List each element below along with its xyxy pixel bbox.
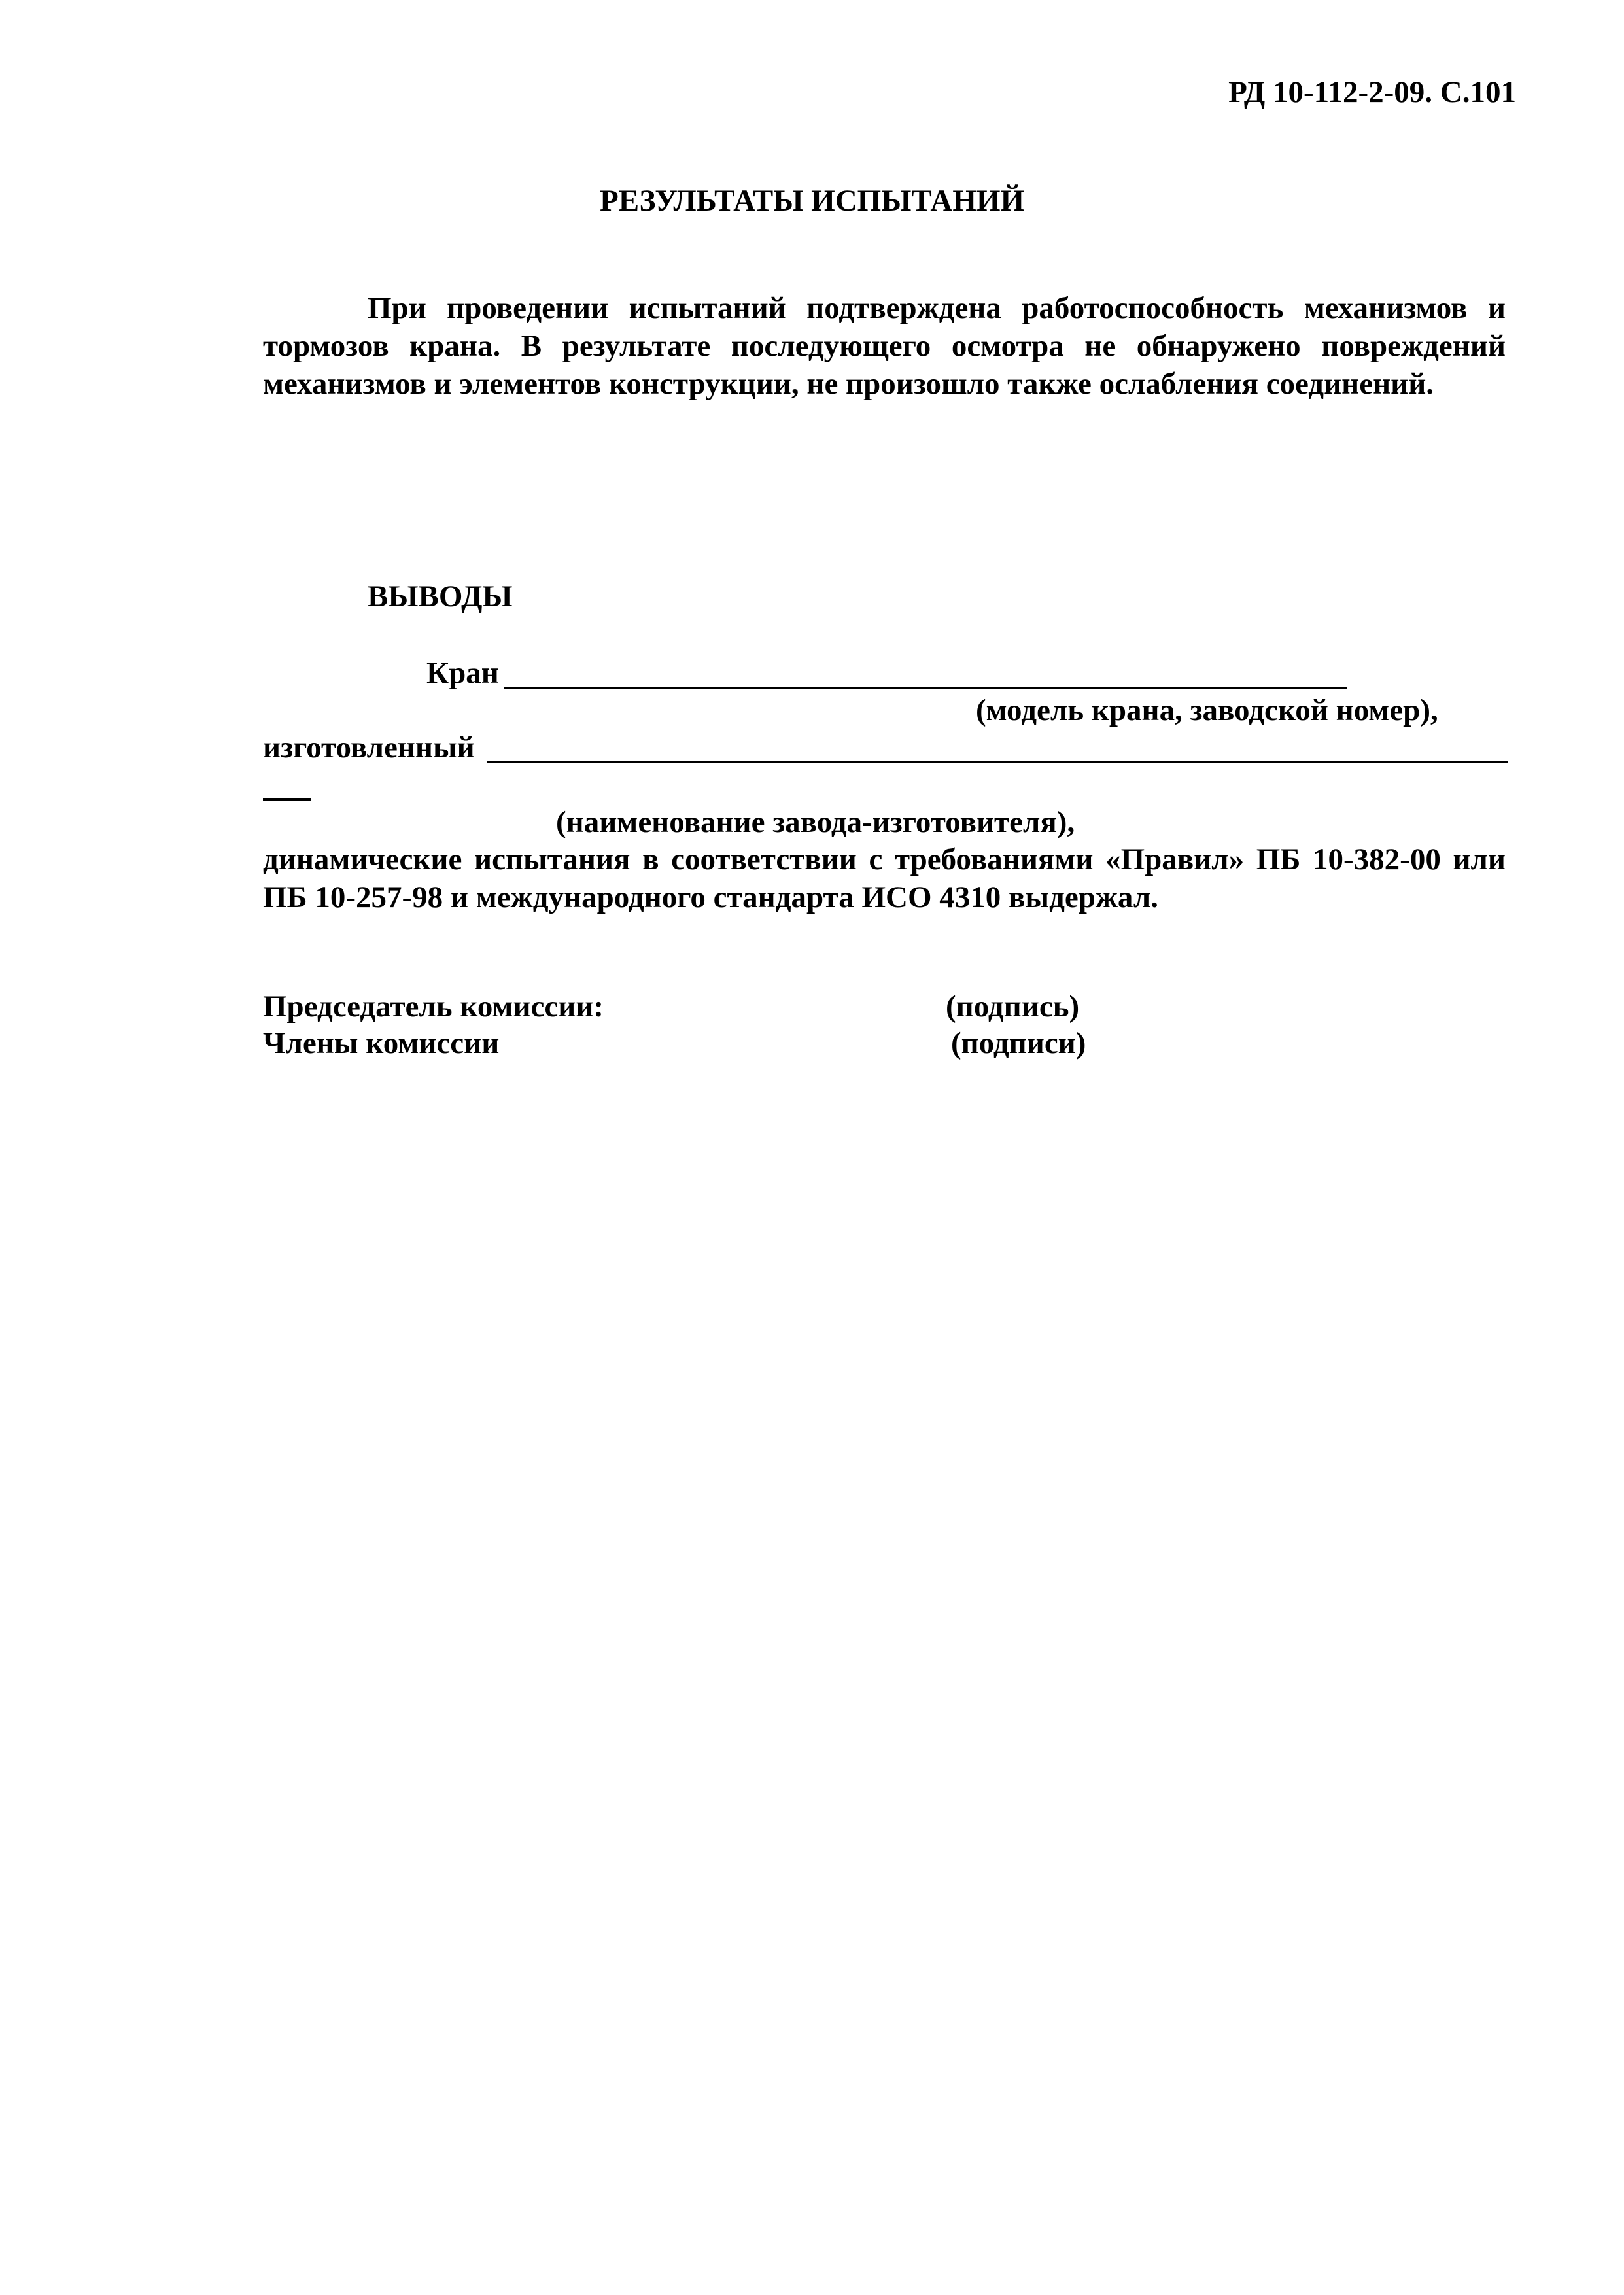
members-signature: (подписи) xyxy=(951,1026,1086,1060)
manufactured-label: изготовленный xyxy=(263,731,475,765)
crane-blank-line xyxy=(504,687,1347,689)
test-statement: динамические испытания в соответствии с требованиями «Правил» ПБ 10-382-00 или ПБ 10-257-98 и международного стандарта ИСО 4310 выдержал. xyxy=(263,842,1506,914)
chairman-label: Председатель комиссии: xyxy=(263,990,604,1024)
members-label: Члены комиссии xyxy=(263,1026,500,1060)
manufacturer-caption: (наименование завода-изготовителя), xyxy=(556,805,1075,839)
results-paragraph: При проведении испытаний подтверждена работоспособность механизмов и тормозов крана. В результате последующего осмотра не обнаружено повреждений механизмов и элементов конструкции, не произошло также ослабления соединений. xyxy=(263,291,1506,401)
results-title: РЕЗУЛЬТАТЫ ИСПЫТАНИЙ xyxy=(599,184,1025,218)
manufacturer-blank-line xyxy=(487,761,1508,763)
manufacturer-line-continuation xyxy=(263,798,311,801)
crane-caption: (модель крана, заводской номер), xyxy=(976,693,1438,727)
crane-label: Кран xyxy=(426,656,499,690)
document-reference: РД 10-112-2-09. С.101 xyxy=(1228,75,1516,109)
chairman-signature: (подпись) xyxy=(946,990,1080,1024)
conclusions-title: ВЫВОДЫ xyxy=(368,579,513,613)
